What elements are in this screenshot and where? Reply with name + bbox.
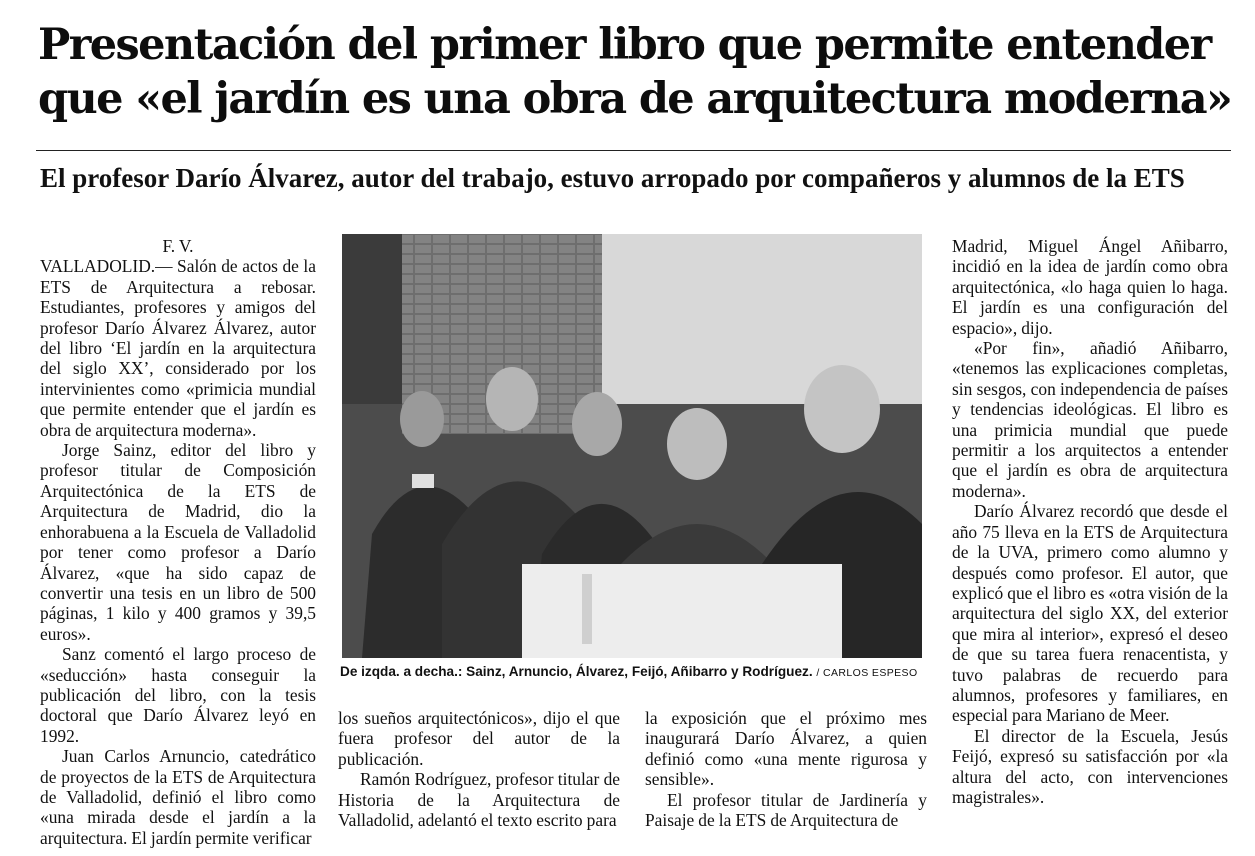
headline-line-2: que «el jardín es una obra de arquitectura moderna» bbox=[38, 74, 1232, 124]
headline bbox=[38, 18, 1238, 126]
paragraph: «Por fin», añadió Añibarro, «tenemos las explicaciones completas, sin sesgos, con independencia de países y tendencias ideológicas. El libro es una primicia mundial que puede permitir a los arquitectos a entender que el jardín es obra de arquitectura moderna». bbox=[952, 338, 1228, 501]
byline: F. V. bbox=[162, 236, 194, 256]
paragraph: El profesor titular de Jardinería y Paisaje de la ETS de Arquitectura de bbox=[645, 789, 927, 831]
paragraph: El director de la Escuela, Jesús Feijó, expresó su satisfacción por «la altura del acto, con intervenciones magistrales». bbox=[952, 725, 1228, 807]
headline-line-1: Presentación del primer libro que permite entender bbox=[38, 20, 1211, 70]
caption-text: De izqda. a decha.: Sainz, Arnuncio, Álvarez, Feijó, Añibarro y Rodríguez. bbox=[340, 664, 813, 679]
paragraph: Sanz comentó el largo proceso de «seducción» hasta conseguir la publicación del libro, con la tesis doctoral que Darío Álvarez leyó en 1992. bbox=[40, 644, 316, 746]
paragraph: VALLADOLID.— Salón de actos de la ETS de Arquitectura a rebosar. Estudiantes, profesores y amigos del profesor Darío Álvarez Álvarez, autor del libro ‘El jardín en la arquitectura del siglo XX’, considerado por los intervinientes como «primicia mundial que permite entender que el jardín es obra de arquitectura moderna». bbox=[40, 256, 316, 440]
press-photo bbox=[342, 234, 922, 658]
article-column-1 bbox=[40, 236, 316, 848]
article-column-2 bbox=[338, 708, 620, 830]
headline-rule bbox=[36, 150, 1231, 151]
paragraph: los sueños arquitectónicos», dijo el que fuera profesor del autor de la publicación. bbox=[338, 708, 620, 769]
photo-credit: / CARLOS ESPESO bbox=[816, 667, 918, 679]
paragraph: Darío Álvarez recordó que desde el año 75 lleva en la ETS de Arquitectura de la UVA, primero como alumno y después como profesor. El autor, que explicó que el libro es «otra visión de la arquitectura del siglo XX, del exterior que mira al interior», expresó el deseo de que su tarea fuera renacentista, y tuvo palabras de recuerdo para alumnos, profesores y familiares, en especial para Mariano de Meer. bbox=[952, 501, 1228, 726]
subheadline: El profesor Darío Álvarez, autor del trabajo, estuvo arropado por compañeros y alumnos de la ETS bbox=[40, 163, 1185, 193]
article-column-4 bbox=[952, 236, 1228, 807]
paragraph: Juan Carlos Arnuncio, catedrático de proyectos de la ETS de Arquitectura de Valladolid, definió el libro como «una mirada desde el jardín a la arquitectura. El jardín permite verificar bbox=[40, 746, 316, 848]
article-column-3 bbox=[645, 708, 927, 830]
paragraph: Jorge Sainz, editor del libro y profesor titular de Composición Arquitectónica de la ETS de Arquitectura de Madrid, dio la enhorabuena a la Escuela de Valladolid por tener como profesor a Darío Álvarez, «que ha sido capaz de convertir una tesis en un libro de 500 páginas, 1 kilo y 400 gramos y 39,5 euros». bbox=[40, 440, 316, 644]
press-photo-illustration bbox=[342, 234, 922, 658]
photo-caption bbox=[340, 664, 930, 679]
paragraph: la exposición que el próximo mes inaugurará Darío Álvarez, a quien definió como «una mente rigurosa y sensible». bbox=[645, 708, 927, 790]
paragraph: Ramón Rodríguez, profesor titular de Historia de la Arquitectura de Valladolid, adelantó el texto escrito para bbox=[338, 769, 620, 831]
paragraph: Madrid, Miguel Ángel Añibarro, incidió en la idea de jardín como obra arquitectónica, «lo haga quien lo haga. El jardín es una configuración del espacio», dijo. bbox=[952, 236, 1228, 338]
